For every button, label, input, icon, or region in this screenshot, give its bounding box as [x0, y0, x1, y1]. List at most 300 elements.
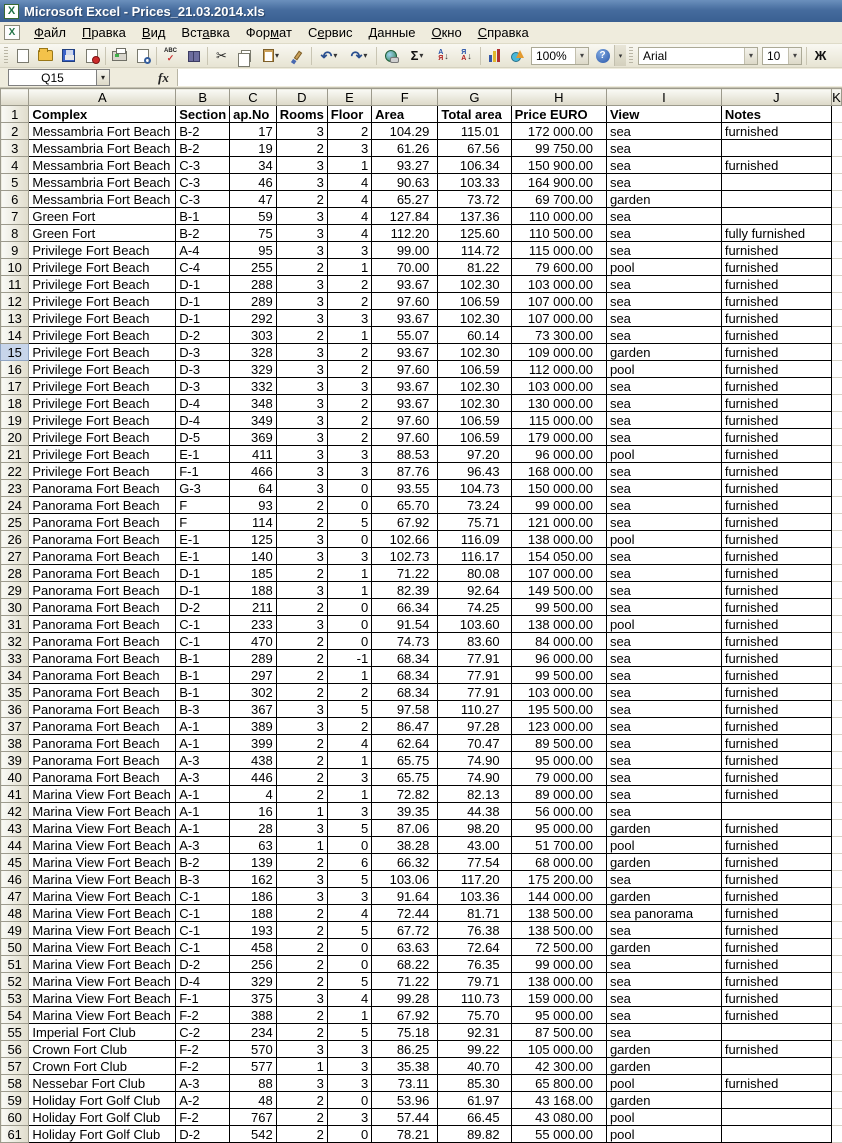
cell[interactable]: D-2: [176, 327, 230, 344]
cell[interactable]: Privilege Fort Beach: [29, 344, 176, 361]
cell[interactable]: Panorama Fort Beach: [29, 531, 176, 548]
cell[interactable]: Panorama Fort Beach: [29, 497, 176, 514]
row-header-40[interactable]: 40: [1, 769, 29, 786]
cell[interactable]: View: [606, 106, 721, 123]
cell[interactable]: 17: [230, 123, 277, 140]
cell[interactable]: 116.17: [438, 548, 511, 565]
cell[interactable]: [831, 310, 841, 327]
cell[interactable]: 116.09: [438, 531, 511, 548]
cell[interactable]: furnished: [721, 429, 831, 446]
cell[interactable]: 2: [276, 633, 327, 650]
row-header-15[interactable]: 15: [1, 344, 29, 361]
cell[interactable]: furnished: [721, 667, 831, 684]
cell[interactable]: 5: [327, 922, 371, 939]
cell[interactable]: 2: [327, 395, 371, 412]
cell[interactable]: 84 000.00: [511, 633, 606, 650]
cell[interactable]: 168 000.00: [511, 463, 606, 480]
name-box-dropdown-icon[interactable]: ▾: [96, 69, 110, 86]
cell[interactable]: 0: [327, 939, 371, 956]
row-header-10[interactable]: 10: [1, 259, 29, 276]
cell[interactable]: 96 000.00: [511, 650, 606, 667]
cell[interactable]: 186: [230, 888, 277, 905]
cell[interactable]: 125.60: [438, 225, 511, 242]
cell[interactable]: 2: [276, 599, 327, 616]
row-header-9[interactable]: 9: [1, 242, 29, 259]
cell[interactable]: Privilege Fort Beach: [29, 446, 176, 463]
cell[interactable]: pool: [606, 531, 721, 548]
cell[interactable]: 3: [276, 412, 327, 429]
cell[interactable]: [831, 854, 841, 871]
cell[interactable]: 89 500.00: [511, 735, 606, 752]
cell[interactable]: 106.59: [438, 429, 511, 446]
cell[interactable]: 3: [276, 242, 327, 259]
cell[interactable]: 102.30: [438, 276, 511, 293]
cell[interactable]: sea panorama: [606, 905, 721, 922]
cell[interactable]: 0: [327, 480, 371, 497]
cell[interactable]: sea: [606, 786, 721, 803]
cell[interactable]: 68 000.00: [511, 854, 606, 871]
cell[interactable]: 3: [327, 1041, 371, 1058]
cell[interactable]: [831, 973, 841, 990]
cell[interactable]: furnished: [721, 259, 831, 276]
cell[interactable]: sea: [606, 803, 721, 820]
cell[interactable]: sea: [606, 208, 721, 225]
row-header-16[interactable]: 16: [1, 361, 29, 378]
cell[interactable]: B-1: [176, 667, 230, 684]
copy-button[interactable]: [233, 45, 256, 66]
cell[interactable]: Messambria Fort Beach: [29, 140, 176, 157]
cell[interactable]: 2: [327, 718, 371, 735]
cell[interactable]: 75.70: [438, 1007, 511, 1024]
spelling-button[interactable]: [159, 45, 182, 66]
font-dropdown-icon[interactable]: ▾: [744, 48, 757, 64]
cell[interactable]: 2: [276, 1109, 327, 1126]
cell[interactable]: 140: [230, 548, 277, 565]
cell[interactable]: 2: [276, 922, 327, 939]
cell[interactable]: Marina View Fort Beach: [29, 922, 176, 939]
cell[interactable]: [831, 582, 841, 599]
cell[interactable]: Privilege Fort Beach: [29, 293, 176, 310]
cell[interactable]: 97.60: [372, 293, 438, 310]
cell[interactable]: furnished: [721, 990, 831, 1007]
cell[interactable]: furnished: [721, 514, 831, 531]
cell[interactable]: 138 500.00: [511, 922, 606, 939]
cell[interactable]: 64: [230, 480, 277, 497]
cell[interactable]: A-3: [176, 769, 230, 786]
autosum-dropdown-icon[interactable]: ▾: [419, 51, 424, 60]
cell[interactable]: 79 600.00: [511, 259, 606, 276]
cell[interactable]: 107 000.00: [511, 310, 606, 327]
cell[interactable]: [831, 803, 841, 820]
cell[interactable]: 3: [327, 378, 371, 395]
cell[interactable]: G-3: [176, 480, 230, 497]
bold-button[interactable]: [809, 45, 832, 66]
cell[interactable]: 193: [230, 922, 277, 939]
cell[interactable]: 3: [276, 293, 327, 310]
cell[interactable]: 2: [327, 293, 371, 310]
redo-button[interactable]: [344, 45, 374, 66]
cell[interactable]: furnished: [721, 633, 831, 650]
format-painter-button[interactable]: [286, 45, 309, 66]
cell[interactable]: 3: [276, 276, 327, 293]
cell[interactable]: 130 000.00: [511, 395, 606, 412]
cell[interactable]: furnished: [721, 718, 831, 735]
cell[interactable]: 3: [276, 429, 327, 446]
cell[interactable]: C-1: [176, 905, 230, 922]
cell[interactable]: 106.34: [438, 157, 511, 174]
cell[interactable]: Marina View Fort Beach: [29, 905, 176, 922]
cell[interactable]: 3: [276, 361, 327, 378]
cell[interactable]: sea: [606, 582, 721, 599]
cell[interactable]: 55.07: [372, 327, 438, 344]
cell[interactable]: 93.67: [372, 310, 438, 327]
cell[interactable]: 117.20: [438, 871, 511, 888]
cell[interactable]: [721, 174, 831, 191]
cell[interactable]: 73 300.00: [511, 327, 606, 344]
cell[interactable]: 2: [276, 939, 327, 956]
cell[interactable]: 93.27: [372, 157, 438, 174]
cell[interactable]: sea: [606, 174, 721, 191]
cell[interactable]: 110 500.00: [511, 225, 606, 242]
cell[interactable]: A-3: [176, 837, 230, 854]
cell[interactable]: F-1: [176, 463, 230, 480]
cell[interactable]: Privilege Fort Beach: [29, 429, 176, 446]
cell[interactable]: 87 500.00: [511, 1024, 606, 1041]
cell[interactable]: [831, 1058, 841, 1075]
cell[interactable]: Panorama Fort Beach: [29, 616, 176, 633]
cell[interactable]: 466: [230, 463, 277, 480]
row-header-3[interactable]: 3: [1, 140, 29, 157]
cell[interactable]: Marina View Fort Beach: [29, 786, 176, 803]
cell[interactable]: 367: [230, 701, 277, 718]
cell[interactable]: Privilege Fort Beach: [29, 242, 176, 259]
cell[interactable]: 2: [276, 565, 327, 582]
cell[interactable]: 1: [327, 667, 371, 684]
cell[interactable]: 0: [327, 531, 371, 548]
cell[interactable]: 96.43: [438, 463, 511, 480]
cell[interactable]: 68.34: [372, 684, 438, 701]
cell[interactable]: C-1: [176, 633, 230, 650]
select-all-corner[interactable]: [1, 89, 29, 106]
cell[interactable]: 1: [276, 803, 327, 820]
cell[interactable]: 106.59: [438, 412, 511, 429]
cell[interactable]: 3: [276, 820, 327, 837]
cell[interactable]: 43.00: [438, 837, 511, 854]
cell[interactable]: 73.72: [438, 191, 511, 208]
cell[interactable]: 115 000.00: [511, 242, 606, 259]
cell[interactable]: [831, 395, 841, 412]
cell[interactable]: 102.30: [438, 310, 511, 327]
cell[interactable]: 5: [327, 701, 371, 718]
cell[interactable]: Notes: [721, 106, 831, 123]
cell[interactable]: [831, 174, 841, 191]
cell[interactable]: Panorama Fort Beach: [29, 650, 176, 667]
cell[interactable]: 19: [230, 140, 277, 157]
cell[interactable]: [721, 1109, 831, 1126]
row-header-44[interactable]: 44: [1, 837, 29, 854]
cell[interactable]: 107 000.00: [511, 293, 606, 310]
cell[interactable]: garden: [606, 1058, 721, 1075]
cell[interactable]: 79.71: [438, 973, 511, 990]
cell[interactable]: 71.22: [372, 565, 438, 582]
cell[interactable]: 74.25: [438, 599, 511, 616]
cell[interactable]: 68.34: [372, 650, 438, 667]
autosum-button[interactable]: [402, 45, 432, 66]
cell[interactable]: Messambria Fort Beach: [29, 191, 176, 208]
menu-item-data[interactable]: Данные: [368, 25, 416, 40]
cell[interactable]: Holiday Fort Golf Club: [29, 1092, 176, 1109]
cell[interactable]: B-2: [176, 140, 230, 157]
cell[interactable]: 233: [230, 616, 277, 633]
cell[interactable]: E-1: [176, 548, 230, 565]
cell[interactable]: 40.70: [438, 1058, 511, 1075]
cell[interactable]: [831, 667, 841, 684]
cell[interactable]: 95 000.00: [511, 820, 606, 837]
cell[interactable]: Holiday Fort Golf Club: [29, 1109, 176, 1126]
cell[interactable]: 3: [276, 616, 327, 633]
cell[interactable]: Privilege Fort Beach: [29, 259, 176, 276]
cell[interactable]: 1: [327, 1007, 371, 1024]
undo-dropdown-icon[interactable]: ▾: [333, 51, 338, 60]
column-header-G[interactable]: G: [438, 89, 511, 106]
cell[interactable]: 28: [230, 820, 277, 837]
cell[interactable]: Panorama Fort Beach: [29, 548, 176, 565]
cell[interactable]: Crown Fort Club: [29, 1058, 176, 1075]
row-header-26[interactable]: 26: [1, 531, 29, 548]
cell[interactable]: 35.38: [372, 1058, 438, 1075]
cell[interactable]: E-1: [176, 531, 230, 548]
cell[interactable]: 99.22: [438, 1041, 511, 1058]
cell[interactable]: 74.90: [438, 769, 511, 786]
cell[interactable]: [831, 735, 841, 752]
cell[interactable]: [831, 548, 841, 565]
cell[interactable]: 2: [276, 854, 327, 871]
cell[interactable]: 72.64: [438, 939, 511, 956]
cell[interactable]: furnished: [721, 463, 831, 480]
row-header-32[interactable]: 32: [1, 633, 29, 650]
cell[interactable]: 91.54: [372, 616, 438, 633]
cell[interactable]: 328: [230, 344, 277, 361]
cell[interactable]: garden: [606, 888, 721, 905]
cell[interactable]: 3: [327, 310, 371, 327]
cell[interactable]: Marina View Fort Beach: [29, 956, 176, 973]
cell[interactable]: 2: [327, 684, 371, 701]
cell[interactable]: garden: [606, 191, 721, 208]
cell[interactable]: [831, 922, 841, 939]
cell[interactable]: [721, 191, 831, 208]
cell[interactable]: 99 500.00: [511, 667, 606, 684]
cell[interactable]: 112 000.00: [511, 361, 606, 378]
cell[interactable]: [831, 684, 841, 701]
cell[interactable]: Marina View Fort Beach: [29, 803, 176, 820]
cell[interactable]: 86.47: [372, 718, 438, 735]
cell[interactable]: Complex: [29, 106, 176, 123]
menu-item-edit[interactable]: Правка: [81, 25, 126, 40]
cell[interactable]: 3: [327, 1075, 371, 1092]
cell[interactable]: [831, 1007, 841, 1024]
cell[interactable]: 3: [276, 1041, 327, 1058]
cell[interactable]: furnished: [721, 446, 831, 463]
cell[interactable]: [831, 1109, 841, 1126]
cell[interactable]: Marina View Fort Beach: [29, 871, 176, 888]
cell[interactable]: garden: [606, 854, 721, 871]
sort-descending-button[interactable]: [455, 45, 478, 66]
cell[interactable]: sea: [606, 157, 721, 174]
cell[interactable]: ap.No: [230, 106, 277, 123]
cell[interactable]: 2: [276, 259, 327, 276]
cell[interactable]: 3: [276, 531, 327, 548]
row-header-49[interactable]: 49: [1, 922, 29, 939]
cell[interactable]: 2: [327, 429, 371, 446]
cell[interactable]: 3: [327, 140, 371, 157]
cell[interactable]: 3: [327, 463, 371, 480]
row-header-37[interactable]: 37: [1, 718, 29, 735]
cell[interactable]: Panorama Fort Beach: [29, 565, 176, 582]
cell[interactable]: 85.30: [438, 1075, 511, 1092]
cell[interactable]: 75: [230, 225, 277, 242]
cell[interactable]: Panorama Fort Beach: [29, 582, 176, 599]
cell[interactable]: C-3: [176, 157, 230, 174]
cell[interactable]: 65.75: [372, 769, 438, 786]
cell[interactable]: 348: [230, 395, 277, 412]
cell[interactable]: furnished: [721, 684, 831, 701]
cell[interactable]: 102.30: [438, 344, 511, 361]
cell[interactable]: sea: [606, 871, 721, 888]
cell[interactable]: 1: [327, 157, 371, 174]
cell[interactable]: 48: [230, 1092, 277, 1109]
cell[interactable]: [831, 650, 841, 667]
cell[interactable]: [831, 1041, 841, 1058]
cell[interactable]: 4: [230, 786, 277, 803]
cell[interactable]: [831, 412, 841, 429]
row-header-53[interactable]: 53: [1, 990, 29, 1007]
cell[interactable]: 577: [230, 1058, 277, 1075]
cell[interactable]: 2: [276, 1007, 327, 1024]
cell[interactable]: Marina View Fort Beach: [29, 837, 176, 854]
cell[interactable]: 0: [327, 633, 371, 650]
row-header-7[interactable]: 7: [1, 208, 29, 225]
row-header-47[interactable]: 47: [1, 888, 29, 905]
cell[interactable]: 195 500.00: [511, 701, 606, 718]
cell[interactable]: 81.71: [438, 905, 511, 922]
cell[interactable]: 3: [276, 582, 327, 599]
column-header-E[interactable]: E: [327, 89, 371, 106]
cell[interactable]: 79 000.00: [511, 769, 606, 786]
cell[interactable]: 125: [230, 531, 277, 548]
row-header-38[interactable]: 38: [1, 735, 29, 752]
permission-button[interactable]: [80, 45, 103, 66]
cell[interactable]: D-1: [176, 582, 230, 599]
cell[interactable]: 103 000.00: [511, 378, 606, 395]
cell[interactable]: sea: [606, 718, 721, 735]
cell[interactable]: [831, 361, 841, 378]
row-header-20[interactable]: 20: [1, 429, 29, 446]
cell[interactable]: 2: [276, 769, 327, 786]
save-button[interactable]: [57, 45, 80, 66]
cell[interactable]: furnished: [721, 344, 831, 361]
cell[interactable]: 87.06: [372, 820, 438, 837]
cell[interactable]: 150 900.00: [511, 157, 606, 174]
cell[interactable]: 96 000.00: [511, 446, 606, 463]
cell[interactable]: [721, 1092, 831, 1109]
cell[interactable]: [831, 140, 841, 157]
cell[interactable]: 97.20: [438, 446, 511, 463]
cell[interactable]: B-3: [176, 701, 230, 718]
cell[interactable]: 2: [276, 1024, 327, 1041]
cell[interactable]: [831, 327, 841, 344]
cell[interactable]: 110 000.00: [511, 208, 606, 225]
cell[interactable]: B-1: [176, 684, 230, 701]
cell[interactable]: 66.32: [372, 854, 438, 871]
cell[interactable]: sea: [606, 1007, 721, 1024]
cell[interactable]: 99 000.00: [511, 497, 606, 514]
cell[interactable]: 4: [327, 905, 371, 922]
cell[interactable]: 86.25: [372, 1041, 438, 1058]
cell[interactable]: C-3: [176, 174, 230, 191]
cell[interactable]: [831, 497, 841, 514]
cell[interactable]: 3: [276, 463, 327, 480]
cell[interactable]: 138 000.00: [511, 973, 606, 990]
cell[interactable]: 0: [327, 837, 371, 854]
cell[interactable]: 115.01: [438, 123, 511, 140]
row-header-19[interactable]: 19: [1, 412, 29, 429]
zoom-dropdown-icon[interactable]: ▾: [575, 48, 588, 64]
cell[interactable]: Green Fort: [29, 225, 176, 242]
cell[interactable]: 4: [327, 735, 371, 752]
menu-item-window[interactable]: Окно: [431, 25, 462, 40]
cell[interactable]: Marina View Fort Beach: [29, 820, 176, 837]
cell[interactable]: [831, 293, 841, 310]
cell[interactable]: 66.34: [372, 599, 438, 616]
cell[interactable]: 114.72: [438, 242, 511, 259]
cell[interactable]: 0: [327, 497, 371, 514]
cell[interactable]: 2: [276, 956, 327, 973]
cell[interactable]: [831, 429, 841, 446]
cell[interactable]: 0: [327, 616, 371, 633]
cell[interactable]: furnished: [721, 565, 831, 582]
cell[interactable]: 2: [327, 412, 371, 429]
cell[interactable]: Privilege Fort Beach: [29, 463, 176, 480]
cell[interactable]: 62.64: [372, 735, 438, 752]
cell[interactable]: 349: [230, 412, 277, 429]
cell[interactable]: [831, 480, 841, 497]
cell[interactable]: furnished: [721, 412, 831, 429]
cell[interactable]: 61.97: [438, 1092, 511, 1109]
cell[interactable]: 82.13: [438, 786, 511, 803]
cell[interactable]: 411: [230, 446, 277, 463]
cell[interactable]: 3: [276, 310, 327, 327]
cell[interactable]: 3: [327, 1109, 371, 1126]
cell[interactable]: 172 000.00: [511, 123, 606, 140]
cell[interactable]: sea: [606, 123, 721, 140]
cell[interactable]: 1: [327, 259, 371, 276]
cell[interactable]: [831, 599, 841, 616]
row-header-27[interactable]: 27: [1, 548, 29, 565]
cell[interactable]: Area: [372, 106, 438, 123]
row-header-24[interactable]: 24: [1, 497, 29, 514]
cell[interactable]: furnished: [721, 616, 831, 633]
cell[interactable]: 6: [327, 854, 371, 871]
cell[interactable]: D-2: [176, 956, 230, 973]
cell[interactable]: furnished: [721, 497, 831, 514]
cell[interactable]: 3: [276, 888, 327, 905]
cell[interactable]: 375: [230, 990, 277, 1007]
cell[interactable]: 256: [230, 956, 277, 973]
cell[interactable]: 289: [230, 293, 277, 310]
chart-wizard-button[interactable]: [483, 45, 506, 66]
cell[interactable]: sea: [606, 293, 721, 310]
cell[interactable]: D-1: [176, 310, 230, 327]
